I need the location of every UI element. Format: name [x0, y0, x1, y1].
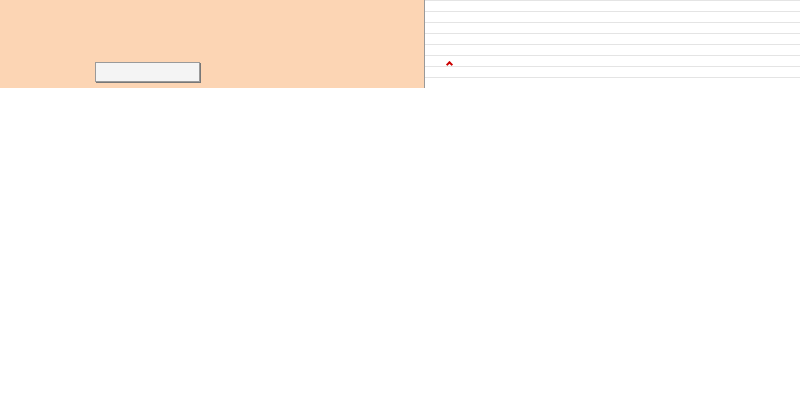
club-row	[0, 41, 425, 52]
dates-row	[0, 29, 425, 40]
event-row	[0, 17, 425, 28]
program-options-button[interactable]	[95, 62, 200, 82]
event-header-panel	[0, 0, 425, 88]
race-number-strip	[425, 0, 800, 88]
